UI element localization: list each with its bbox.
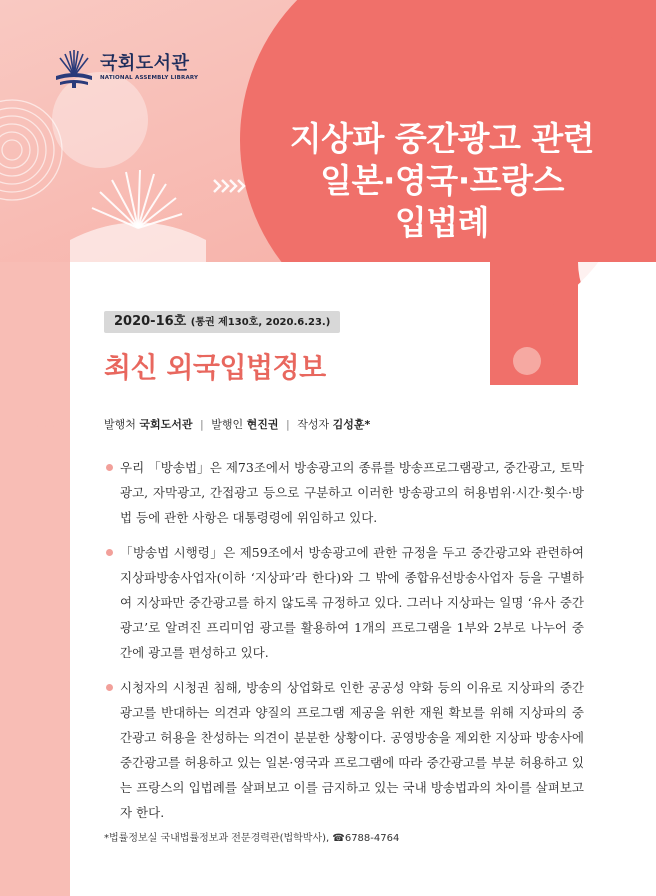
issue-detail: (통권 제130호, 2020.6.23.)	[190, 317, 331, 328]
bullet-icon	[106, 549, 113, 556]
bullet-icon	[106, 464, 113, 471]
issuer: 현진권	[246, 418, 279, 431]
issue-number: 2020-16호	[114, 314, 187, 329]
paragraph-text: 시청자의 시청권 침해, 방송의 상업화로 인한 공공성 약화 등의 이유로 지상파의 중간광고를 반대하는 의견과 양질의 프로그램 제공을 위한 재원 확보를 위해 지상파의 중간광고 허용을 찬성하는 의견이 분분한 상황이다. 공영방송을 제외한 지상파 방송사에 중간광고를 허용하고 있는 일본·영국과 프로그램에 따라 중간광고를 부분 허용하고 있는 프랑스의 입법례를 살펴보고 이를 금지하고 있는 국내 방송법과의 차이를 살펴보고자 한다.	[120, 680, 584, 820]
divider: |	[286, 418, 290, 431]
publisher-label: 발행처	[104, 418, 136, 431]
summary-paragraph	[104, 540, 584, 665]
publisher: 국회도서관	[139, 418, 193, 431]
summary-paragraph	[104, 675, 584, 825]
library-emblem-icon	[54, 46, 94, 90]
issue-badge	[104, 311, 340, 333]
paragraph-text: 「방송법 시행령」은 제59조에서 방송광고에 관한 규정을 두고 중간광고와 관련하여 지상파방송사업자(이하 ‘지상파’라 한다)와 그 밖에 종합유선방송사업자 등을 구별하여 지상파만 중간광고를 하지 않도록 규정하고 있다. 그러나 지상파는 일명 ‘유사 중간광고’로 알려진 프리미엄 광고를 활용하여 1개의 프로그램을 1부와 2부로 나누어 중간에 광고를 편성하고 있다.	[120, 545, 584, 660]
title-line: 지상파 중간광고 관련	[289, 119, 595, 158]
title-line: 일본·영국·프랑스	[320, 161, 564, 200]
summary-paragraph	[104, 455, 584, 530]
paragraph-text: 우리 「방송법」은 제73조에서 방송광고의 종류를 방송프로그램광고, 중간광고, 토막광고, 자막광고, 간접광고 등으로 구분하고 이러한 방송광고의 허용범위·시간·횟수·방법 등에 관한 사항은 대통령령에 위임하고 있다.	[120, 460, 584, 525]
org-name-en: NATIONAL ASSEMBLY LIBRARY	[100, 74, 199, 81]
org-name-ko: 국회도서관	[100, 52, 190, 74]
bullet-icon	[106, 684, 113, 691]
publication-info	[104, 416, 370, 432]
author: 김성훈*	[332, 418, 371, 431]
author-label: 작성자	[297, 418, 330, 431]
divider: |	[200, 418, 204, 431]
library-logo	[54, 46, 198, 90]
document-title	[262, 118, 622, 244]
issuer-label: 발행인	[211, 418, 244, 431]
author-footnote: *법률정보실 국내법률정보과 전문경력관(법학박사), ☎6788-4764	[104, 833, 400, 844]
summary-body	[104, 455, 584, 835]
series-title: 최신 외국입법정보	[104, 351, 326, 384]
title-line: 입법례	[394, 203, 490, 242]
